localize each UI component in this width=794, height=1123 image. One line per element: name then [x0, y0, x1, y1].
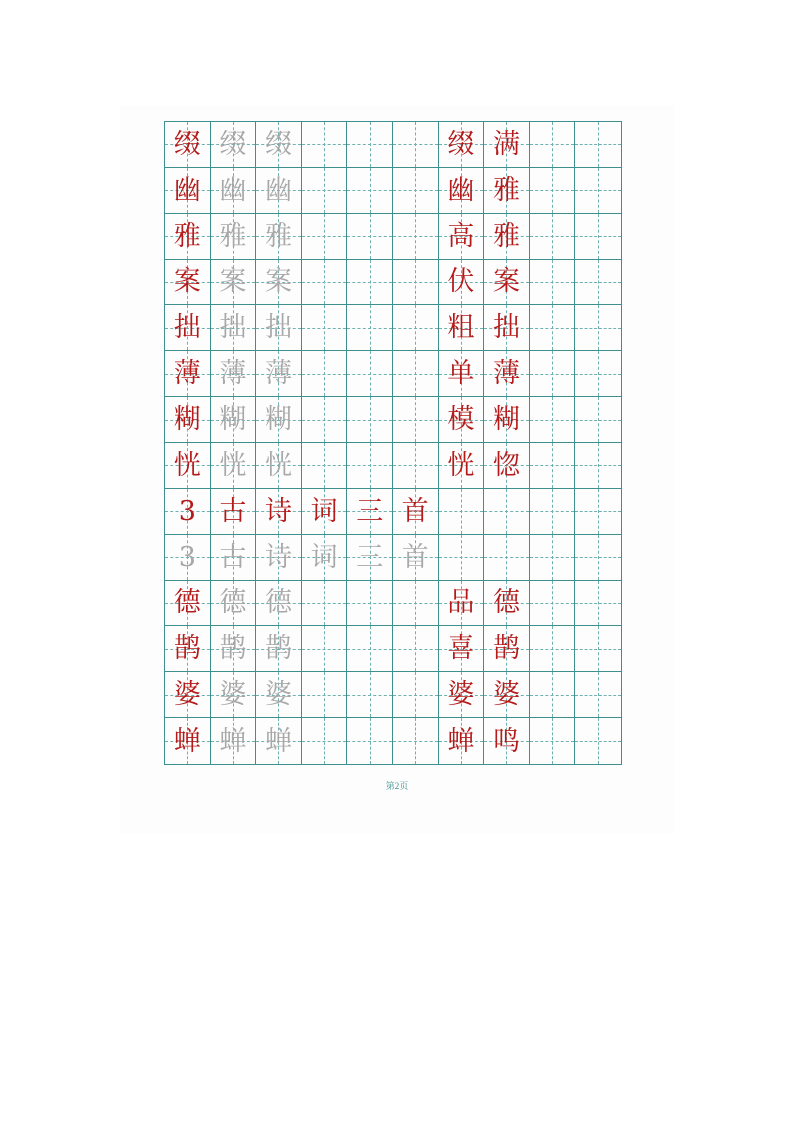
grid-cell: [256, 672, 302, 718]
grid-cell: [439, 581, 485, 627]
model-character: 恍: [447, 449, 475, 481]
trace-character: 蝉: [264, 725, 292, 757]
grid-cell: [256, 122, 302, 168]
trace-character: 词: [310, 541, 338, 573]
model-character: 缀: [447, 128, 475, 160]
model-character: 案: [492, 266, 520, 298]
grid-cell: [530, 718, 576, 764]
model-character: 糊: [492, 404, 520, 436]
grid-cell: [575, 443, 621, 489]
grid-cell: [165, 260, 211, 306]
trace-character: 薄: [219, 358, 247, 390]
grid-cell: [347, 626, 393, 672]
model-character: 惚: [492, 449, 520, 481]
grid-cell: [575, 581, 621, 627]
trace-character: 雅: [264, 220, 292, 252]
grid-cell: [165, 626, 211, 672]
grid-cell: [484, 718, 530, 764]
grid-cell: [393, 260, 439, 306]
grid-cell: [256, 626, 302, 672]
grid-cell: [484, 168, 530, 214]
grid-cell: [439, 626, 485, 672]
grid-cell: [575, 305, 621, 351]
grid-cell: [484, 489, 530, 535]
model-character: 单: [447, 358, 475, 390]
model-character: 粗: [447, 312, 475, 344]
grid-cell: [439, 443, 485, 489]
model-character: 满: [492, 128, 520, 160]
trace-character: 缀: [264, 128, 292, 160]
grid-cell: [439, 397, 485, 443]
grid-cell: [393, 581, 439, 627]
grid-cell: [530, 305, 576, 351]
grid-cell: [211, 260, 257, 306]
grid-cell: [347, 489, 393, 535]
trace-character: 婆: [219, 679, 247, 711]
grid-cell: [439, 351, 485, 397]
grid-cell: [302, 672, 348, 718]
grid-cell: [256, 397, 302, 443]
grid-cell: [256, 443, 302, 489]
grid-cell: [165, 397, 211, 443]
grid-cell: [439, 535, 485, 581]
trace-character: 薄: [264, 358, 292, 390]
model-character: 薄: [173, 358, 201, 390]
grid-cell: [211, 397, 257, 443]
grid-cell: [256, 535, 302, 581]
model-character: 鹊: [492, 633, 520, 665]
grid-cell: [302, 443, 348, 489]
trace-character: 糊: [219, 404, 247, 436]
trace-character: 婆: [264, 679, 292, 711]
grid-cell: [439, 168, 485, 214]
grid-cell: [575, 168, 621, 214]
grid-cell: [302, 122, 348, 168]
grid-cell: [211, 305, 257, 351]
model-character: 德: [173, 587, 201, 619]
model-character: 幽: [447, 174, 475, 206]
grid-cell: [439, 672, 485, 718]
trace-character: 案: [219, 266, 247, 298]
model-character: 婆: [447, 679, 475, 711]
grid-cell: [165, 535, 211, 581]
grid-cell: [302, 305, 348, 351]
model-character: 雅: [173, 220, 201, 252]
tianzige-grid: [164, 121, 622, 765]
grid-cell: [165, 489, 211, 535]
model-character: 雅: [492, 174, 520, 206]
model-character: 伏: [447, 266, 475, 298]
grid-cell: [211, 581, 257, 627]
trace-character: 幽: [264, 174, 292, 206]
grid-cell: [393, 443, 439, 489]
grid-cell: [256, 305, 302, 351]
model-character: 词: [310, 495, 338, 527]
model-character: 幽: [173, 174, 201, 206]
grid-cell: [484, 351, 530, 397]
trace-character: 鹊: [264, 633, 292, 665]
grid-cell: [211, 672, 257, 718]
grid-cell: [165, 168, 211, 214]
grid-cell: [347, 718, 393, 764]
model-character: 喜: [447, 633, 475, 665]
grid-cell: [211, 122, 257, 168]
page-number: 第2页: [385, 781, 409, 791]
grid-cell: [256, 168, 302, 214]
model-character: 案: [173, 266, 201, 298]
grid-cell: [530, 626, 576, 672]
grid-cell: [211, 718, 257, 764]
model-character: 蝉: [173, 725, 201, 757]
trace-character: 糊: [264, 404, 292, 436]
model-character: 三: [356, 495, 384, 527]
grid-cell: [393, 351, 439, 397]
grid-cell: [165, 122, 211, 168]
grid-cell: [165, 443, 211, 489]
grid-cell: [530, 168, 576, 214]
grid-cell: [530, 351, 576, 397]
trace-character: 诗: [264, 541, 292, 573]
grid-cell: [575, 122, 621, 168]
trace-character: 首: [401, 541, 429, 573]
grid-cell: [347, 122, 393, 168]
trace-character: 三: [356, 541, 384, 573]
grid-cell: [393, 672, 439, 718]
grid-cell: [484, 443, 530, 489]
grid-cell: [439, 489, 485, 535]
grid-cell: [165, 214, 211, 260]
grid-cell: [393, 535, 439, 581]
grid-cell: [256, 260, 302, 306]
grid-cell: [211, 443, 257, 489]
model-character: 蝉: [447, 725, 475, 757]
grid-cell: [347, 168, 393, 214]
model-character: 诗: [264, 495, 292, 527]
grid-cell: [347, 351, 393, 397]
grid-cell: [165, 581, 211, 627]
grid-cell: [302, 581, 348, 627]
grid-cell: [211, 535, 257, 581]
grid-cell: [439, 122, 485, 168]
grid-cell: [484, 581, 530, 627]
model-character: 缀: [173, 128, 201, 160]
trace-character: 德: [264, 587, 292, 619]
grid-cell: [256, 214, 302, 260]
grid-cell: [575, 351, 621, 397]
model-character: 婆: [492, 679, 520, 711]
grid-cell: [347, 214, 393, 260]
grid-cell: [393, 489, 439, 535]
trace-character: 德: [219, 587, 247, 619]
grid-cell: [530, 260, 576, 306]
grid-cell: [211, 626, 257, 672]
grid-cell: [347, 443, 393, 489]
trace-character: 拙: [264, 312, 292, 344]
model-character: 鸣: [492, 725, 520, 757]
grid-cell: [530, 672, 576, 718]
grid-cell: [484, 122, 530, 168]
trace-character: 恍: [219, 449, 247, 481]
grid-cell: [575, 397, 621, 443]
grid-cell: [302, 626, 348, 672]
model-character: 德: [492, 587, 520, 619]
grid-cell: [165, 672, 211, 718]
grid-cell: [393, 397, 439, 443]
grid-cell: [484, 214, 530, 260]
grid-cell: [302, 535, 348, 581]
model-character: 鹊: [173, 633, 201, 665]
grid-cell: [575, 535, 621, 581]
model-character: 拙: [492, 312, 520, 344]
grid-cell: [211, 489, 257, 535]
grid-cell: [530, 443, 576, 489]
grid-cell: [530, 122, 576, 168]
model-character: 雅: [492, 220, 520, 252]
grid-cell: [439, 260, 485, 306]
model-character: 糊: [173, 404, 201, 436]
model-character: 首: [401, 495, 429, 527]
grid-cell: [575, 672, 621, 718]
trace-character: 缀: [219, 128, 247, 160]
grid-cell: [575, 214, 621, 260]
grid-cell: [347, 581, 393, 627]
grid-cell: [256, 351, 302, 397]
grid-cell: [530, 489, 576, 535]
grid-cell: [575, 718, 621, 764]
trace-character: 恍: [264, 449, 292, 481]
grid-cell: [256, 581, 302, 627]
grid-cell: [211, 214, 257, 260]
grid-cell: [484, 397, 530, 443]
grid-cell: [347, 305, 393, 351]
model-character: 3: [178, 495, 196, 527]
grid-cell: [302, 397, 348, 443]
model-character: 婆: [173, 679, 201, 711]
grid-cell: [165, 305, 211, 351]
grid-cell: [393, 122, 439, 168]
grid-cell: [211, 351, 257, 397]
grid-cell: [347, 260, 393, 306]
grid-cell: [530, 581, 576, 627]
grid-cell: [439, 214, 485, 260]
grid-cell: [347, 397, 393, 443]
grid-cell: [439, 305, 485, 351]
grid-cell: [302, 489, 348, 535]
grid-cell: [302, 214, 348, 260]
trace-character: 蝉: [219, 725, 247, 757]
trace-character: 鹊: [219, 633, 247, 665]
grid-cell: [393, 168, 439, 214]
grid-cell: [439, 718, 485, 764]
grid-cell: [530, 214, 576, 260]
grid-cell: [484, 305, 530, 351]
grid-cell: [256, 489, 302, 535]
grid-cell: [530, 535, 576, 581]
grid-cell: [575, 489, 621, 535]
grid-cell: [575, 260, 621, 306]
grid-cell: [530, 397, 576, 443]
trace-character: 雅: [219, 220, 247, 252]
model-character: 品: [447, 587, 475, 619]
grid-cell: [484, 260, 530, 306]
model-character: 薄: [492, 358, 520, 390]
grid-cell: [165, 351, 211, 397]
grid-cell: [211, 168, 257, 214]
grid-cell: [393, 305, 439, 351]
grid-cell: [165, 718, 211, 764]
model-character: 拙: [173, 312, 201, 344]
grid-cell: [484, 672, 530, 718]
grid-cell: [302, 260, 348, 306]
grid-cell: [256, 718, 302, 764]
grid-cell: [484, 626, 530, 672]
model-character: 恍: [173, 449, 201, 481]
grid-cell: [393, 718, 439, 764]
model-character: 古: [219, 495, 247, 527]
trace-character: 古: [219, 541, 247, 573]
grid-cell: [302, 168, 348, 214]
grid-cell: [302, 351, 348, 397]
trace-character: 案: [264, 266, 292, 298]
grid-cell: [575, 626, 621, 672]
grid-cell: [393, 214, 439, 260]
grid-cell: [347, 672, 393, 718]
model-character: 高: [447, 220, 475, 252]
grid-cell: [484, 535, 530, 581]
grid-cell: [347, 535, 393, 581]
grid-cell: [393, 626, 439, 672]
model-character: 模: [447, 404, 475, 436]
trace-character: 幽: [219, 174, 247, 206]
trace-character: 拙: [219, 312, 247, 344]
grid-cell: [302, 718, 348, 764]
trace-character: 3: [178, 541, 196, 573]
